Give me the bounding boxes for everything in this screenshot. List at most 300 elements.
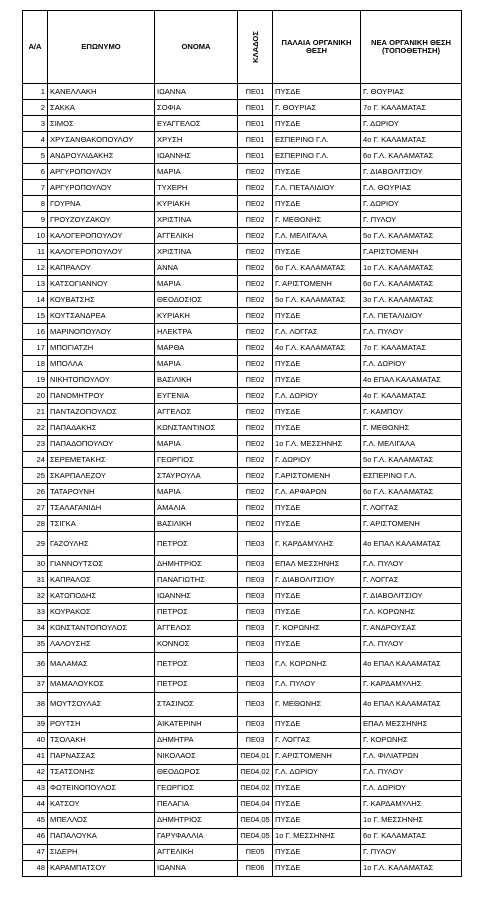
- cell-old-post: ΠΥΣΔΕ: [273, 308, 361, 324]
- cell-name: ΜΑΡΙΑ: [155, 164, 238, 180]
- cell-old-post: ΠΥΣΔΕ: [273, 780, 361, 796]
- cell-old-post: ΠΥΣΔΕ: [273, 588, 361, 604]
- cell-name: ΕΥΓΕΝΙΑ: [155, 388, 238, 404]
- cell-aa: 19: [23, 372, 48, 388]
- table-row: [23, 228, 462, 244]
- cell-new-post: 4ο ΕΠΑΛ ΚΑΛΑΜΑΤΑΣ: [361, 532, 462, 556]
- cell-aa: 46: [23, 828, 48, 844]
- cell-surname: ΣΙΔΕΡΗ: [48, 844, 155, 860]
- cell-new-post: 1ο Γ.Λ. ΚΑΛΑΜΑΤΑΣ: [361, 860, 462, 876]
- cell-new-post: Γ.Λ. ΠΥΛΟΥ: [361, 636, 462, 652]
- cell-aa: 14: [23, 292, 48, 308]
- cell-new-post: 5ο Γ.Λ. ΚΑΛΑΜΑΤΑΣ: [361, 452, 462, 468]
- cell-old-post: Γ.Λ. ΔΩΡΙΟΥ: [273, 388, 361, 404]
- table-row: [23, 468, 462, 484]
- table-row: [23, 148, 462, 164]
- cell-name: ΣΤΑΥΡΟΥΛΑ: [155, 468, 238, 484]
- table-row: [23, 100, 462, 116]
- cell-new-post: Γ.Λ. ΔΩΡΙΟΥ: [361, 780, 462, 796]
- cell-name: ΚΥΡΙΑΚΗ: [155, 308, 238, 324]
- cell-name: ΓΑΡΥΦΑΛΛΙΑ: [155, 828, 238, 844]
- table-row: [23, 532, 462, 556]
- cell-aa: 41: [23, 748, 48, 764]
- cell-branch: ΠΕ02: [238, 308, 273, 324]
- table-row: [23, 308, 462, 324]
- cell-branch: ΠΕ02: [238, 436, 273, 452]
- cell-aa: 21: [23, 404, 48, 420]
- cell-old-post: Γ.Λ. ΠΕΤΑΛΙΔΙΟΥ: [273, 180, 361, 196]
- cell-new-post: 7ο Γ. ΚΑΛΑΜΑΤΑΣ: [361, 100, 462, 116]
- cell-surname: ΜΠΟΛΛΑ: [48, 356, 155, 372]
- cell-branch: ΠΕ01: [238, 132, 273, 148]
- cell-old-post: Γ. ΘΟΥΡΙΑΣ: [273, 100, 361, 116]
- table-row: [23, 116, 462, 132]
- cell-new-post: 1ο Γ. ΜΕΣΣΗΝΗΣ: [361, 812, 462, 828]
- cell-branch: ΠΕ03: [238, 604, 273, 620]
- cell-new-post: 6ο Γ.Λ. ΚΑΛΑΜΑΤΑΣ: [361, 484, 462, 500]
- cell-branch: ΠΕ02: [238, 452, 273, 468]
- cell-branch: ΠΕ02: [238, 388, 273, 404]
- cell-new-post: Γ.Λ. ΠΥΛΟΥ: [361, 556, 462, 572]
- cell-surname: ΤΑΤΑΡΟΥΝΗ: [48, 484, 155, 500]
- cell-branch: ΠΕ02: [238, 244, 273, 260]
- cell-old-post: 1ο Γ. ΜΕΣΣΗΝΗΣ: [273, 828, 361, 844]
- cell-aa: 44: [23, 796, 48, 812]
- cell-surname: ΤΣΙΓΚΑ: [48, 516, 155, 532]
- table-row: [23, 636, 462, 652]
- cell-aa: 38: [23, 692, 48, 716]
- cell-branch: ΠΕ06: [238, 860, 273, 876]
- table-row: [23, 356, 462, 372]
- cell-surname: ΜΑΛΑΜΑΣ: [48, 652, 155, 676]
- cell-aa: 2: [23, 100, 48, 116]
- cell-aa: 5: [23, 148, 48, 164]
- cell-name: ΙΩΑΝΝΗΣ: [155, 588, 238, 604]
- cell-name: ΧΡΙΣΤΙΝΑ: [155, 244, 238, 260]
- cell-new-post: Γ.Λ. ΦΙΛΙΑΤΡΩΝ: [361, 748, 462, 764]
- cell-surname: ΠΑΝΟΜΗΤΡΟΥ: [48, 388, 155, 404]
- cell-old-post: ΠΥΣΔΕ: [273, 516, 361, 532]
- cell-branch: ΠΕ03: [238, 716, 273, 732]
- cell-old-post: Γ. ΔΩΡΙΟΥ: [273, 452, 361, 468]
- cell-name: ΗΛΕΚΤΡΑ: [155, 324, 238, 340]
- cell-aa: 48: [23, 860, 48, 876]
- cell-aa: 33: [23, 604, 48, 620]
- cell-aa: 7: [23, 180, 48, 196]
- cell-name: ΜΑΡΘΑ: [155, 340, 238, 356]
- cell-surname: ΚΟΥΤΣΑΝΔΡΕΑ: [48, 308, 155, 324]
- table-row: [23, 572, 462, 588]
- cell-old-post: Γ.Λ. ΔΩΡΙΟΥ: [273, 764, 361, 780]
- cell-branch: ΠΕ05: [238, 844, 273, 860]
- cell-old-post: ΠΥΣΔΕ: [273, 84, 361, 100]
- table-row: [23, 796, 462, 812]
- cell-branch: ΠΕ03: [238, 588, 273, 604]
- cell-branch: ΠΕ03: [238, 732, 273, 748]
- cell-old-post: ΠΥΣΔΕ: [273, 636, 361, 652]
- header-old-post: ΠΑΛΑΙΑ ΟΡΓΑΝΙΚΗ ΘΕΣΗ: [273, 11, 361, 84]
- cell-aa: 30: [23, 556, 48, 572]
- cell-new-post: 4ο Γ. ΚΑΛΑΜΑΤΑΣ: [361, 132, 462, 148]
- cell-branch: ΠΕ02: [238, 356, 273, 372]
- cell-surname: ΑΝΔΡΟΥΛΙΔΑΚΗΣ: [48, 148, 155, 164]
- cell-aa: 1: [23, 84, 48, 100]
- cell-aa: 24: [23, 452, 48, 468]
- cell-new-post: Γ.Λ. ΚΟΡΩΝΗΣ: [361, 604, 462, 620]
- cell-new-post: Γ. ΔΙΑΒΟΛΙΤΣΙΟΥ: [361, 164, 462, 180]
- cell-new-post: Γ. ΜΕΘΩΝΗΣ: [361, 420, 462, 436]
- cell-branch: ΠΕ02: [238, 484, 273, 500]
- cell-name: ΘΕΟΔΩΡΟΣ: [155, 764, 238, 780]
- cell-new-post: Γ. ΔΩΡΙΟΥ: [361, 116, 462, 132]
- cell-new-post: 6ο Γ. ΚΑΛΑΜΑΤΑΣ: [361, 828, 462, 844]
- cell-surname: ΠΑΠΑΔΑΚΗΣ: [48, 420, 155, 436]
- cell-aa: 25: [23, 468, 48, 484]
- cell-aa: 15: [23, 308, 48, 324]
- cell-new-post: ΕΠΑΛ ΜΕΣΣΗΝΗΣ: [361, 716, 462, 732]
- table-row: [23, 324, 462, 340]
- cell-name: ΜΑΡΙΑ: [155, 484, 238, 500]
- cell-old-post: ΠΥΣΔΕ: [273, 372, 361, 388]
- cell-branch: ΠΕ02: [238, 404, 273, 420]
- table-row: [23, 372, 462, 388]
- cell-aa: 34: [23, 620, 48, 636]
- cell-new-post: Γ. ΚΟΡΩΝΗΣ: [361, 732, 462, 748]
- cell-aa: 23: [23, 436, 48, 452]
- cell-old-post: ΠΥΣΔΕ: [273, 404, 361, 420]
- cell-new-post: Γ. ΚΑΡΔΑΜΥΛΗΣ: [361, 796, 462, 812]
- cell-surname: ΦΩΤΕΙΝΟΠΟΥΛΟΣ: [48, 780, 155, 796]
- cell-old-post: 5ο Γ.Λ. ΚΑΛΑΜΑΤΑΣ: [273, 292, 361, 308]
- cell-branch: ΠΕ02: [238, 228, 273, 244]
- cell-aa: 31: [23, 572, 48, 588]
- cell-aa: 42: [23, 764, 48, 780]
- table-row: [23, 244, 462, 260]
- table-row: [23, 500, 462, 516]
- cell-name: ΓΕΩΡΓΙΟΣ: [155, 780, 238, 796]
- cell-new-post: 7ο Γ. ΚΑΛΑΜΑΤΑΣ: [361, 340, 462, 356]
- cell-aa: 29: [23, 532, 48, 556]
- cell-aa: 43: [23, 780, 48, 796]
- cell-old-post: ΠΥΣΔΕ: [273, 244, 361, 260]
- cell-new-post: 4ο Γ. ΚΑΛΑΜΑΤΑΣ: [361, 388, 462, 404]
- cell-old-post: ΠΥΣΔΕ: [273, 420, 361, 436]
- cell-branch: ΠΕ04.05: [238, 812, 273, 828]
- table-row: [23, 692, 462, 716]
- cell-aa: 22: [23, 420, 48, 436]
- cell-aa: 40: [23, 732, 48, 748]
- cell-new-post: Γ. ΑΡΙΣΤΟΜΕΝΗ: [361, 516, 462, 532]
- cell-surname: ΓΙΑΝΝΟΥΤΣΟΣ: [48, 556, 155, 572]
- cell-name: ΑΙΚΑΤΕΡΙΝΗ: [155, 716, 238, 732]
- cell-old-post: ΠΥΣΔΕ: [273, 196, 361, 212]
- cell-branch: ΠΕ03: [238, 652, 273, 676]
- table-row: [23, 844, 462, 860]
- cell-new-post: Γ. ΔΙΑΒΟΛΙΤΣΙΟΥ: [361, 588, 462, 604]
- table-row: [23, 276, 462, 292]
- cell-name: ΠΕΤΡΟΣ: [155, 676, 238, 692]
- cell-old-post: Γ. ΚΟΡΩΝΗΣ: [273, 620, 361, 636]
- cell-surname: ΤΣΟΛΑΚΗ: [48, 732, 155, 748]
- cell-new-post: 4ο ΕΠΑΛ ΚΑΛΑΜΑΤΑΣ: [361, 652, 462, 676]
- table-row: [23, 212, 462, 228]
- cell-old-post: ΠΥΣΔΕ: [273, 796, 361, 812]
- table-row: [23, 292, 462, 308]
- cell-old-post: Γ.Λ. ΛΟΓΓΑΣ: [273, 324, 361, 340]
- cell-name: ΚΟΝΝΟΣ: [155, 636, 238, 652]
- cell-aa: 18: [23, 356, 48, 372]
- cell-old-post: ΠΥΣΔΕ: [273, 116, 361, 132]
- cell-surname: ΚΑΠΡΑΛΟΣ: [48, 572, 155, 588]
- table-row: [23, 812, 462, 828]
- cell-branch: ΠΕ02: [238, 372, 273, 388]
- cell-aa: 39: [23, 716, 48, 732]
- cell-name: ΜΑΡΙΑ: [155, 356, 238, 372]
- cell-old-post: ΠΥΣΔΕ: [273, 356, 361, 372]
- cell-name: ΑΓΓΕΛΟΣ: [155, 404, 238, 420]
- cell-old-post: Γ. ΑΡΙΣΤΟΜΕΝΗ: [273, 276, 361, 292]
- cell-surname: ΣΑΚΚΑ: [48, 100, 155, 116]
- cell-new-post: 3ο Γ.Λ. ΚΑΛΑΜΑΤΑΣ: [361, 292, 462, 308]
- table-row: [23, 420, 462, 436]
- cell-surname: ΧΡΥΣΑΝΘΑΚΟΠΟΥΛΟΥ: [48, 132, 155, 148]
- cell-surname: ΓΡΟΥΖΟΥΖΑΚΟΥ: [48, 212, 155, 228]
- cell-name: ΚΥΡΙΑΚΗ: [155, 196, 238, 212]
- cell-new-post: 6ο Γ.Λ. ΚΑΛΑΜΑΤΑΣ: [361, 148, 462, 164]
- cell-name: ΑΓΓΕΛΙΚΗ: [155, 228, 238, 244]
- table-row: [23, 556, 462, 572]
- cell-branch: ΠΕ02: [238, 340, 273, 356]
- cell-branch: ΠΕ02: [238, 164, 273, 180]
- cell-surname: ΑΡΓΥΡΟΠΟΥΛΟΥ: [48, 180, 155, 196]
- cell-name: ΤΥΧΕΡΗ: [155, 180, 238, 196]
- cell-aa: 35: [23, 636, 48, 652]
- cell-old-post: 4ο Γ.Λ. ΚΑΛΑΜΑΤΑΣ: [273, 340, 361, 356]
- cell-aa: 3: [23, 116, 48, 132]
- cell-branch: ΠΕ02: [238, 420, 273, 436]
- cell-new-post: 5ο Γ.Λ. ΚΑΛΑΜΑΤΑΣ: [361, 228, 462, 244]
- cell-aa: 32: [23, 588, 48, 604]
- cell-branch: ΠΕ02: [238, 516, 273, 532]
- header-new-post: ΝΕΑ ΟΡΓΑΝΙΚΗ ΘΕΣΗ (ΤΟΠΟΘΕΤΗΣΗ): [361, 11, 462, 84]
- cell-branch: ΠΕ02: [238, 468, 273, 484]
- cell-aa: 8: [23, 196, 48, 212]
- cell-surname: ΠΑΠΑΛΟΥΚΑ: [48, 828, 155, 844]
- cell-branch: ΠΕ02: [238, 324, 273, 340]
- cell-name: ΠΕΤΡΟΣ: [155, 532, 238, 556]
- cell-name: ΔΗΜΗΤΡΑ: [155, 732, 238, 748]
- cell-branch: ΠΕ03: [238, 620, 273, 636]
- cell-surname: ΠΑΝΤΑΖΟΠΟΥΛΟΣ: [48, 404, 155, 420]
- cell-branch: ΠΕ01: [238, 84, 273, 100]
- table-row: [23, 260, 462, 276]
- cell-aa: 47: [23, 844, 48, 860]
- cell-new-post: Γ.Λ. ΠΥΛΟΥ: [361, 764, 462, 780]
- cell-surname: ΜΑΡΙΝΟΠΟΥΛΟΥ: [48, 324, 155, 340]
- table-row: [23, 748, 462, 764]
- cell-surname: ΓΟΥΡΝΑ: [48, 196, 155, 212]
- table-row: [23, 164, 462, 180]
- cell-name: ΠΕΛΑΓΙΑ: [155, 796, 238, 812]
- cell-surname: ΚΑΛΟΓΕΡΟΠΟΥΛΟΥ: [48, 244, 155, 260]
- cell-name: ΒΑΣΙΛΙΚΗ: [155, 372, 238, 388]
- cell-new-post: Γ. ΔΩΡΙΟΥ: [361, 196, 462, 212]
- cell-old-post: ΠΥΣΔΕ: [273, 500, 361, 516]
- cell-name: ΙΩΑΝΝΑ: [155, 860, 238, 876]
- table-row: [23, 484, 462, 500]
- cell-branch: ΠΕ04.02: [238, 780, 273, 796]
- table-header: [23, 11, 462, 84]
- cell-aa: 17: [23, 340, 48, 356]
- table-row: [23, 716, 462, 732]
- cell-old-post: 6ο Γ.Λ. ΚΑΛΑΜΑΤΑΣ: [273, 260, 361, 276]
- cell-old-post: Γ. ΛΟΓΓΑΣ: [273, 732, 361, 748]
- cell-aa: 37: [23, 676, 48, 692]
- cell-new-post: 4ο ΕΠΑΛ ΚΑΛΑΜΑΤΑΣ: [361, 692, 462, 716]
- cell-branch: ΠΕ04.05: [238, 828, 273, 844]
- table-row: [23, 196, 462, 212]
- cell-new-post: Γ.Λ. ΠΥΛΟΥ: [361, 324, 462, 340]
- table-row: [23, 84, 462, 100]
- cell-surname: ΜΠΕΛΛΟΣ: [48, 812, 155, 828]
- cell-surname: ΚΩΝΣΤΑΝΤΟΠΟΥΛΟΣ: [48, 620, 155, 636]
- cell-name: ΝΙΚΟΛΑΟΣ: [155, 748, 238, 764]
- cell-old-post: ΠΥΣΔΕ: [273, 164, 361, 180]
- cell-branch: ΠΕ03: [238, 556, 273, 572]
- cell-branch: ΠΕ04.04: [238, 796, 273, 812]
- cell-surname: ΚΑΤΣΟΓΙΑΝΝΟΥ: [48, 276, 155, 292]
- header-name: ΟΝΟΜΑ: [155, 11, 238, 84]
- cell-surname: ΚΟΥΒΑΤΣΗΣ: [48, 292, 155, 308]
- cell-aa: 9: [23, 212, 48, 228]
- cell-name: ΑΓΓΕΛΟΣ: [155, 620, 238, 636]
- cell-aa: 27: [23, 500, 48, 516]
- cell-name: ΣΤΑΣΙΝΟΣ: [155, 692, 238, 716]
- cell-new-post: Γ. ΘΟΥΡΙΑΣ: [361, 84, 462, 100]
- cell-surname: ΜΠΟΓΙΑΤΖΗ: [48, 340, 155, 356]
- cell-aa: 13: [23, 276, 48, 292]
- cell-new-post: Γ.Λ. ΔΩΡΙΟΥ: [361, 356, 462, 372]
- cell-surname: ΠΑΡΝΑΣΣΑΣ: [48, 748, 155, 764]
- cell-new-post: Γ. ΑΝΔΡΟΥΣΑΣ: [361, 620, 462, 636]
- cell-surname: ΠΑΠΑΔΟΠΟΥΛΟΥ: [48, 436, 155, 452]
- cell-name: ΠΕΤΡΟΣ: [155, 604, 238, 620]
- cell-name: ΧΡΙΣΤΙΝΑ: [155, 212, 238, 228]
- cell-surname: ΚΑΤΣΟΥ: [48, 796, 155, 812]
- cell-branch: ΠΕ03: [238, 692, 273, 716]
- table-row: [23, 588, 462, 604]
- cell-branch: ΠΕ02: [238, 180, 273, 196]
- cell-old-post: Γ.Λ. ΑΡΦΑΡΩΝ: [273, 484, 361, 500]
- cell-old-post: 1ο Γ.Λ. ΜΕΣΣΗΝΗΣ: [273, 436, 361, 452]
- cell-name: ΜΑΡΙΑ: [155, 436, 238, 452]
- cell-name: ΧΡΥΣΗ: [155, 132, 238, 148]
- cell-aa: 45: [23, 812, 48, 828]
- header-branch: [238, 11, 273, 84]
- cell-old-post: ΠΥΣΔΕ: [273, 604, 361, 620]
- cell-aa: 28: [23, 516, 48, 532]
- table-row: [23, 132, 462, 148]
- cell-surname: ΑΡΓΥΡΟΠΟΥΛΟΥ: [48, 164, 155, 180]
- table-row: [23, 436, 462, 452]
- cell-surname: ΜΟΥΤΣΟΥΛΑΣ: [48, 692, 155, 716]
- cell-new-post: Γ.ΑΡΙΣΤΟΜΕΝΗ: [361, 244, 462, 260]
- cell-branch: ΠΕ03: [238, 572, 273, 588]
- cell-surname: ΛΑΛΟΥΣΗΣ: [48, 636, 155, 652]
- cell-surname: ΣΕΡΕΜΕΤΑΚΗΣ: [48, 452, 155, 468]
- cell-name: ΠΑΝΑΓΙΩΤΗΣ: [155, 572, 238, 588]
- cell-name: ΑΓΓΕΛΙΚΗ: [155, 844, 238, 860]
- table-row: [23, 780, 462, 796]
- cell-old-post: Γ.Λ. ΚΟΡΩΝΗΣ: [273, 652, 361, 676]
- cell-aa: 36: [23, 652, 48, 676]
- cell-new-post: Γ. ΚΑΜΠΟΥ: [361, 404, 462, 420]
- cell-branch: ΠΕ04.02: [238, 764, 273, 780]
- table-row: [23, 604, 462, 620]
- header-aa: Α/Α: [23, 11, 48, 84]
- cell-surname: ΓΑΖΟΥΛΗΣ: [48, 532, 155, 556]
- table-body: [23, 84, 462, 877]
- cell-aa: 6: [23, 164, 48, 180]
- cell-name: ΜΑΡΙΑ: [155, 276, 238, 292]
- cell-old-post: ΕΣΠΕΡΙΝΟ Γ.Λ.: [273, 148, 361, 164]
- cell-name: ΓΕΩΡΓΙΟΣ: [155, 452, 238, 468]
- cell-new-post: Γ.Λ. ΜΕΛΙΓΑΛΑ: [361, 436, 462, 452]
- cell-branch: ΠΕ02: [238, 196, 273, 212]
- cell-name: ΙΩΑΝΝΗΣ: [155, 148, 238, 164]
- cell-new-post: Γ. ΠΥΛΟΥ: [361, 212, 462, 228]
- cell-aa: 4: [23, 132, 48, 148]
- cell-branch: ΠΕ01: [238, 100, 273, 116]
- cell-surname: ΚΑΡΑΜΠΑΤΣΟΥ: [48, 860, 155, 876]
- cell-name: ΙΩΑΝΝΑ: [155, 84, 238, 100]
- cell-old-post: ΠΥΣΔΕ: [273, 844, 361, 860]
- cell-aa: 26: [23, 484, 48, 500]
- cell-old-post: ΕΣΠΕΡΙΝΟ Γ.Λ.: [273, 132, 361, 148]
- cell-branch: ΠΕ01: [238, 148, 273, 164]
- cell-old-post: Γ. ΑΡΙΣΤΟΜΕΝΗ: [273, 748, 361, 764]
- cell-old-post: ΠΥΣΔΕ: [273, 812, 361, 828]
- cell-name: ΑΜΑΛΙΑ: [155, 500, 238, 516]
- table-row: [23, 452, 462, 468]
- table-row: [23, 676, 462, 692]
- table-row: [23, 516, 462, 532]
- cell-name: ΕΥΑΓΓΕΛΟΣ: [155, 116, 238, 132]
- cell-surname: ΝΙΚΗΤΟΠΟΥΛΟΥ: [48, 372, 155, 388]
- cell-surname: ΤΣΑΤΣΟΝΗΣ: [48, 764, 155, 780]
- cell-new-post: ΕΣΠΕΡΙΝΟ Γ.Λ.: [361, 468, 462, 484]
- table-row: [23, 652, 462, 676]
- cell-old-post: Γ.Λ. ΠΥΛΟΥ: [273, 676, 361, 692]
- cell-name: ΔΗΜΗΤΡΙΟΣ: [155, 812, 238, 828]
- placement-table: [22, 10, 462, 877]
- cell-branch: ΠΕ03: [238, 676, 273, 692]
- cell-branch: ΠΕ01: [238, 116, 273, 132]
- cell-new-post: 1ο Γ.Λ. ΚΑΛΑΜΑΤΑΣ: [361, 260, 462, 276]
- header-branch-label: ΚΛΑΔΟΣ: [250, 31, 260, 63]
- cell-surname: ΚΑΤΩΠΟΔΗΣ: [48, 588, 155, 604]
- cell-aa: 12: [23, 260, 48, 276]
- cell-branch: ΠΕ02: [238, 212, 273, 228]
- cell-old-post: ΕΠΑΛ ΜΕΣΣΗΝΗΣ: [273, 556, 361, 572]
- cell-surname: ΤΣΑΛΑΓΑΝΙΔΗ: [48, 500, 155, 516]
- cell-name: ΔΗΜΗΤΡΙΟΣ: [155, 556, 238, 572]
- header-surname: ΕΠΩΝΥΜΟ: [48, 11, 155, 84]
- cell-aa: 10: [23, 228, 48, 244]
- cell-aa: 11: [23, 244, 48, 260]
- cell-surname: ΚΑΛΟΓΕΡΟΠΟΥΛΟΥ: [48, 228, 155, 244]
- cell-surname: ΣΚΑΡΠΑΛΕΖΟΥ: [48, 468, 155, 484]
